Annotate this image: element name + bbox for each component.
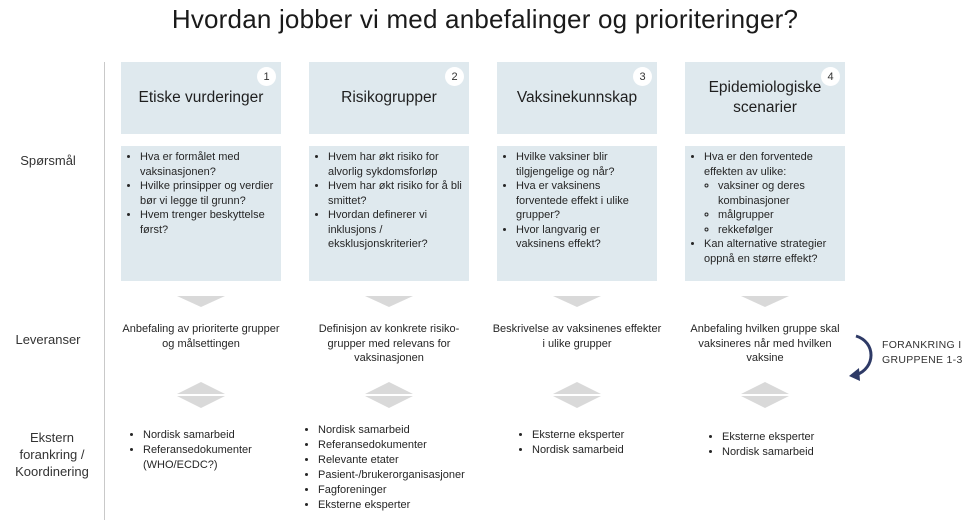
question-item: • Kan alternative strategier oppnå en større effekt?: [704, 237, 839, 266]
external-item: • Nordisk samarbeid: [143, 428, 293, 443]
column-1-title: Etiske vurderinger: [138, 89, 264, 106]
column-4-questions: [685, 146, 845, 281]
column-4-down-chevron: [741, 296, 789, 307]
column-2-number-badge: 2: [445, 67, 464, 86]
row-divider-line: [104, 62, 105, 520]
row-label-external: Ekstern forankring / Koordinering: [15, 430, 89, 479]
external-item: • Pasient-/brukerorganisasjoner: [318, 468, 478, 483]
anchoring-label: [882, 338, 968, 368]
question-item: • Hvem har økt risiko for å bli smittet?: [328, 179, 463, 208]
column-2-questions: [309, 146, 469, 281]
column-4-header: [685, 62, 845, 134]
column-1-down-chevron: [177, 296, 225, 307]
external-item: • Nordisk samarbeid: [722, 445, 862, 460]
row-label-questions: Spørsmål: [20, 153, 76, 168]
question-item: [704, 150, 839, 237]
page-title: Hvordan jobber vi med anbefalinger og prioriteringer?: [171, 4, 799, 34]
external-item: • Eksterne eksperter: [318, 498, 478, 513]
external-item: • Relevante etater: [318, 453, 478, 468]
column-2-external-list: [308, 423, 478, 513]
question-subitem: ◦ målgrupper: [718, 208, 839, 223]
anchoring-label-line1: FORANKRING I: [882, 339, 962, 351]
column-1-number-badge: 1: [257, 67, 276, 86]
question-item: • Hvor langvarig er vaksinens effekt?: [516, 223, 651, 252]
column-2-title: Risikogrupper: [341, 89, 437, 106]
column-1-questions: [121, 146, 281, 281]
question-subitem: ◦ vaksiner og deres kombinasjoner: [718, 179, 839, 208]
column-3-title: Vaksinekunnskap: [516, 89, 638, 106]
question-subitem: ◦ rekkefølger: [718, 223, 839, 238]
column-3-external-list: [522, 428, 672, 458]
column-2-header: [309, 62, 469, 134]
question-item-intro: Hva er den forventede effekten av ulike:: [704, 151, 813, 178]
external-item: • Eksterne eksperter: [722, 430, 862, 445]
question-item: • Hva er vaksinens forventede effekt i ulike grupper?: [516, 179, 651, 223]
column-2-connector-diamond: [365, 382, 413, 408]
column-4-connector-diamond: [741, 382, 789, 408]
column-3-down-chevron: [553, 296, 601, 307]
question-item: • Hvilke vaksiner blir tilgjengelige og når?: [516, 150, 651, 179]
column-3-deliverable: Beskrivelse av vaksinenes effekter i ulike grupper: [492, 323, 662, 350]
column-3-questions: [497, 146, 657, 281]
external-item: • Fagforeninger: [318, 483, 478, 498]
question-item: • Hvilke prinsipper og verdier bør vi legge til grunn?: [140, 179, 275, 208]
external-item: • Eksterne eksperter: [532, 428, 672, 443]
curved-arrow-icon: [846, 332, 880, 384]
external-item: • Nordisk samarbeid: [532, 443, 672, 458]
external-item: • Nordisk samarbeid: [318, 423, 478, 438]
column-4-number-badge: 4: [821, 67, 840, 86]
column-4-title: Epidemiologiske scenarier: [708, 79, 822, 116]
column-1-external-list: [133, 428, 293, 473]
column-3-connector-diamond: [553, 382, 601, 408]
column-4-deliverable: Anbefaling hvilken gruppe skal vaksineres når med hvilken vaksine: [690, 323, 840, 364]
external-item: • Referansedokumenter (WHO/ECDC?): [143, 443, 293, 473]
column-2-deliverable: Definisjon av konkrete risiko-grupper med relevans for vaksinasjonen: [318, 323, 460, 364]
column-2-down-chevron: [365, 296, 413, 307]
question-item: • Hva er formålet med vaksinasjonen?: [140, 150, 275, 179]
row-label-deliverables: Leveranser: [15, 332, 81, 347]
column-1-connector-diamond: [177, 382, 225, 408]
column-3-header: [497, 62, 657, 134]
question-item: • Hvem har økt risiko for alvorlig sykdomsforløp: [328, 150, 463, 179]
column-1-header: [121, 62, 281, 134]
anchoring-label-line2: GRUPPENE 1-3: [882, 354, 963, 366]
column-4-external-list: [712, 430, 862, 460]
external-item: • Referansedokumenter: [318, 438, 478, 453]
column-1-deliverable: Anbefaling av prioriterte grupper og målsettingen: [122, 323, 280, 350]
column-3-number-badge: 3: [633, 67, 652, 86]
question-item: • Hvordan definerer vi inklusjons / eksklusjonskriterier?: [328, 208, 463, 252]
question-item: • Hvem trenger beskyttelse først?: [140, 208, 275, 237]
